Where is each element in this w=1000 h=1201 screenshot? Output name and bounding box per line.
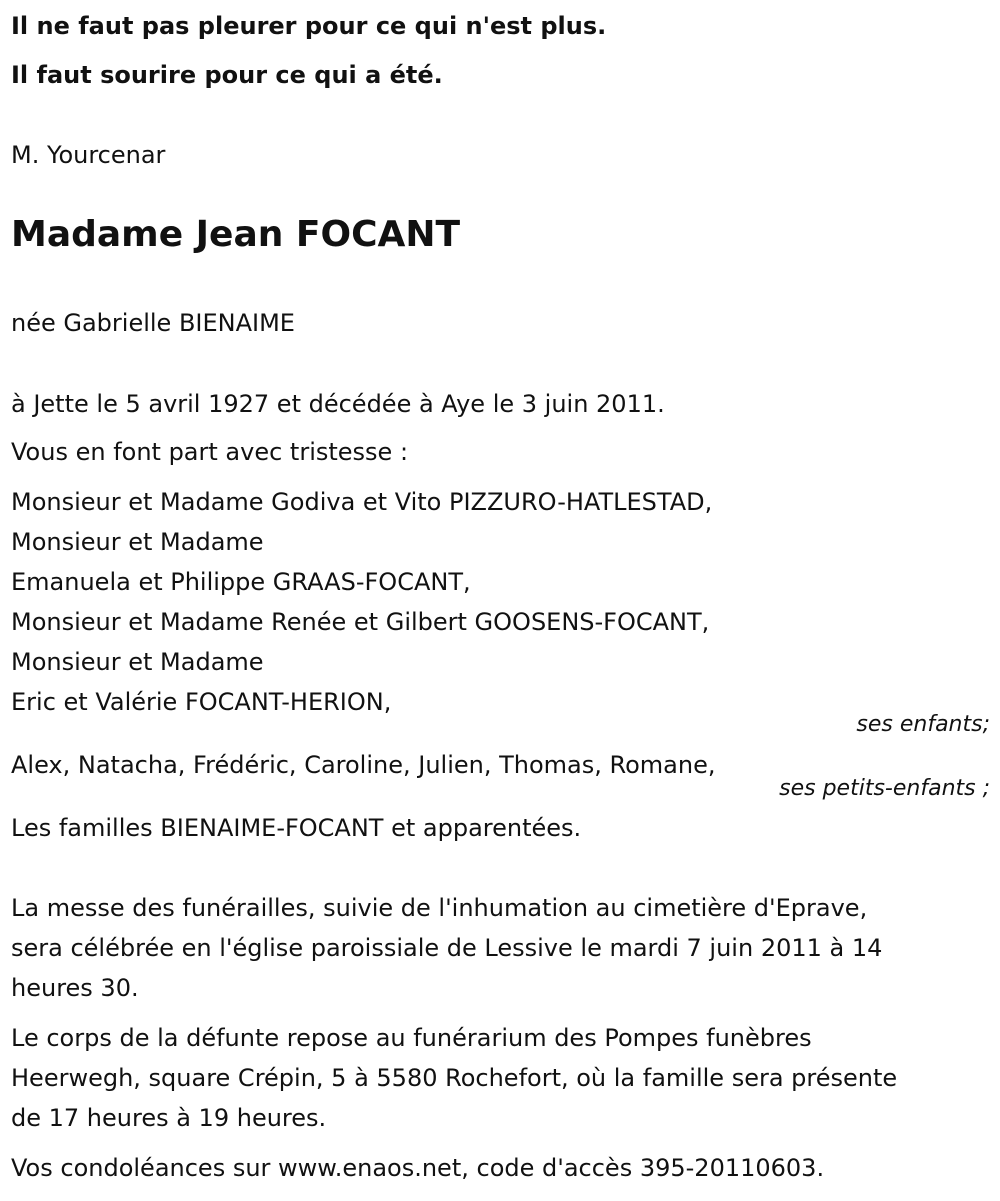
- condolences-line: Vos condoléances sur www.enaos.net, code d'accès 395-20110603.: [11, 1154, 825, 1182]
- mass-line: La messe des funérailles, suivie de l'inhumation au cimetière d'Eprave,: [11, 894, 868, 922]
- visitation-line: Heerwegh, square Crépin, 5 à 5580 Rochefort, où la famille sera présente: [11, 1064, 898, 1092]
- children-role: ses enfants;: [856, 712, 990, 737]
- mass-line: heures 30.: [11, 974, 139, 1002]
- mass-line: sera célébrée en l'église paroissiale de Lessive le mardi 7 juin 2011 à 14: [11, 934, 883, 962]
- birth-name: née Gabrielle BIENAIME: [11, 309, 295, 337]
- deceased-name: Madame Jean FOCANT: [11, 214, 461, 255]
- grandchildren-role: ses petits-enfants ;: [779, 776, 990, 801]
- child-line: Monsieur et Madame: [11, 528, 264, 556]
- child-line: Monsieur et Madame Godiva et Vito PIZZURO-HATLESTAD,: [11, 488, 713, 516]
- child-line: Emanuela et Philippe GRAAS-FOCANT,: [11, 568, 471, 596]
- quote-line-1: Il ne faut pas pleurer pour ce qui n'est plus.: [11, 12, 607, 40]
- visitation-line: Le corps de la défunte repose au funérarium des Pompes funèbres: [11, 1024, 812, 1052]
- visitation-line: de 17 heures à 19 heures.: [11, 1104, 327, 1132]
- grandchildren-line: Alex, Natacha, Frédéric, Caroline, Julien, Thomas, Romane,: [11, 751, 716, 779]
- families-line: Les familles BIENAIME-FOCANT et apparentées.: [11, 814, 582, 842]
- child-line: Eric et Valérie FOCANT-HERION,: [11, 688, 392, 716]
- life-dates: à Jette le 5 avril 1927 et décédée à Aye le 3 juin 2011.: [11, 390, 665, 418]
- child-line: Monsieur et Madame Renée et Gilbert GOOSENS-FOCANT,: [11, 608, 710, 636]
- quote-line-2: Il faut sourire pour ce qui a été.: [11, 61, 443, 89]
- quote-author: M. Yourcenar: [11, 141, 166, 169]
- announcement-intro: Vous en font part avec tristesse :: [11, 438, 409, 466]
- child-line: Monsieur et Madame: [11, 648, 264, 676]
